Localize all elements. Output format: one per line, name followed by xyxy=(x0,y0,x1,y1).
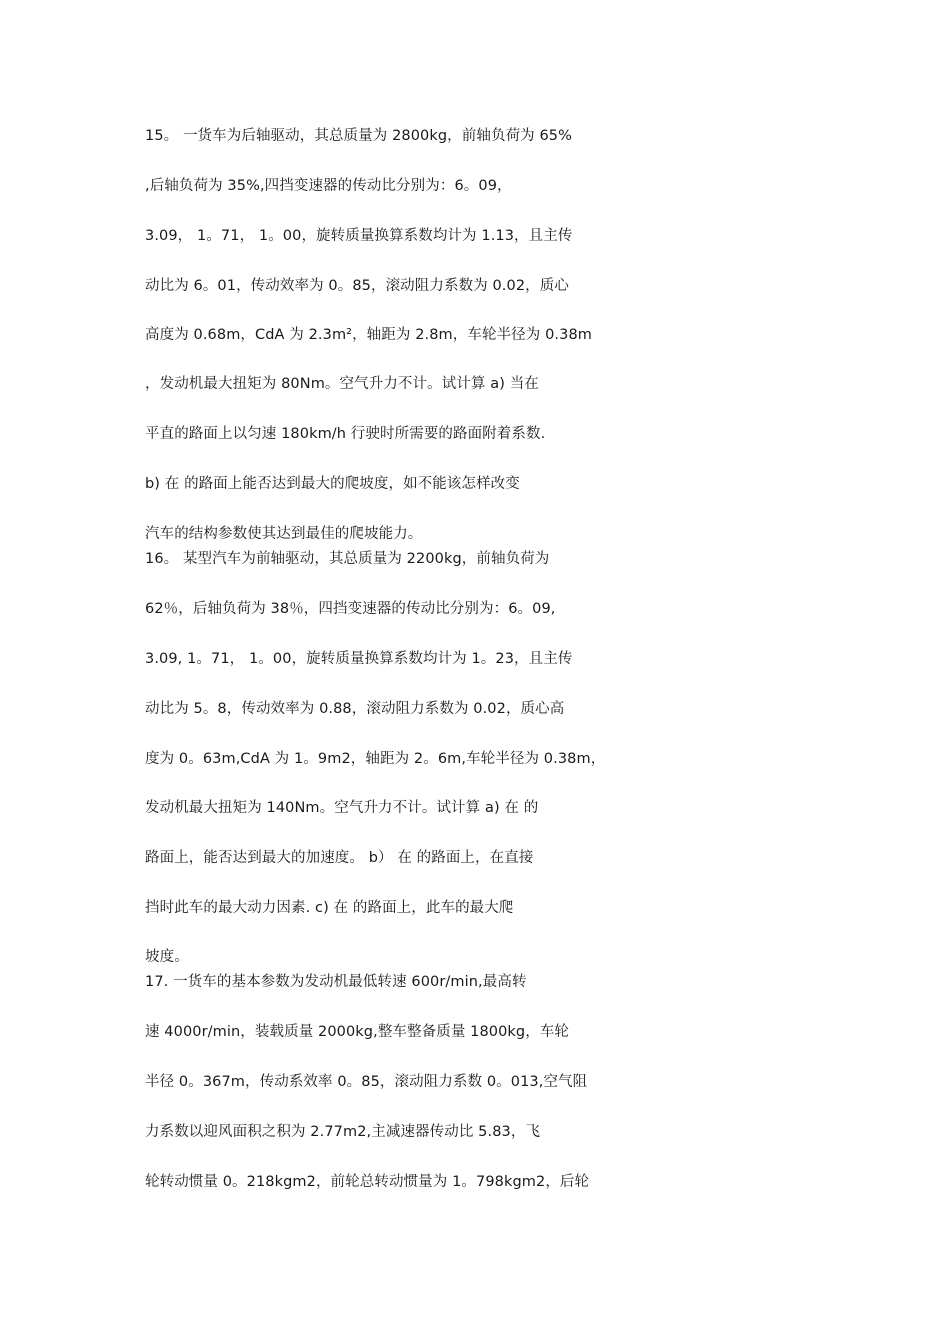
problem-16-line-6: 发动机最大扭矩为 140Nm。空气升力不计。试计算 a) 在 的 xyxy=(145,800,539,816)
problem-15-line-9: 汽车的结构参数使其达到最佳的爬坡能力。 xyxy=(145,526,423,542)
problem-17-line-3: 半径 0。367m，传动系效率 0。85，滚动阻力系数 0。013,空气阻 xyxy=(145,1074,588,1090)
problem-15-line-1: 15。 一货车为后轴驱动，其总质量为 2800kg，前轴负荷为 65% xyxy=(145,128,573,144)
problem-15-line-2: ,后轴负荷为 35%,四挡变速器的传动比分别为：6。09， xyxy=(145,178,512,194)
problem-16-line-4: 动比为 5。8，传动效率为 0.88，滚动阻力系数为 0.02，质心高 xyxy=(145,701,565,717)
problem-16-line-9: 坡度。 xyxy=(145,949,189,965)
problem-17-line-1: 17. 一货车的基本参数为发动机最低转速 600r/min,最高转 xyxy=(145,974,527,990)
problem-16-line-1: 16。 某型汽车为前轴驱动，其总质量为 2200kg，前轴负荷为 xyxy=(145,551,550,567)
problem-17-line-5: 轮转动惯量 0。218kgm2，前轮总转动惯量为 1。798kgm2，后轮 xyxy=(145,1174,590,1190)
problem-16-line-5: 度为 0。63m,CdA 为 1。9m2，轴距为 2。6m,车轮半径为 0.38m， xyxy=(145,751,606,767)
problem-15-line-8: b) 在 的路面上能否达到最大的爬坡度，如不能该怎样改变 xyxy=(145,476,520,492)
problem-15-line-3: 3.09， 1。71， 1。00，旋转质量换算系数均计为 1.13，且主传 xyxy=(145,228,573,244)
problem-17-line-2: 速 4000r/min，装载质量 2000kg,整车整备质量 1800kg，车轮 xyxy=(145,1024,570,1040)
problem-15-line-6: ，发动机最大扭矩为 80Nm。空气升力不计。试计算 a) 当在 xyxy=(145,376,539,392)
problem-15-line-4: 动比为 6。01，传动效率为 0。85，滚动阻力系数为 0.02，质心 xyxy=(145,278,569,294)
problem-16-line-7: 路面上，能否达到最大的加速度。 b） 在 的路面上，在直接 xyxy=(145,850,534,866)
problem-15-line-7: 平直的路面上以匀速 180km/h 行驶时所需要的路面附着系数. xyxy=(145,426,546,442)
problem-16-line-2: 62％，后轴负荷为 38％，四挡变速器的传动比分别为：6。09, xyxy=(145,601,556,617)
problem-17-line-4: 力系数以迎风面积之积为 2.77m2,主减速器传动比 5.83，飞 xyxy=(145,1124,541,1140)
problem-15-line-5: 高度为 0.68m，CdA 为 2.3m²，轴距为 2.8m，车轮半径为 0.38m xyxy=(145,327,592,343)
problem-16-line-3: 3.09, 1。71， 1。00，旋转质量换算系数均计为 1。23，且主传 xyxy=(145,651,573,667)
problem-16-line-8: 挡时此车的最大动力因素. c) 在 的路面上，此车的最大爬 xyxy=(145,900,514,916)
